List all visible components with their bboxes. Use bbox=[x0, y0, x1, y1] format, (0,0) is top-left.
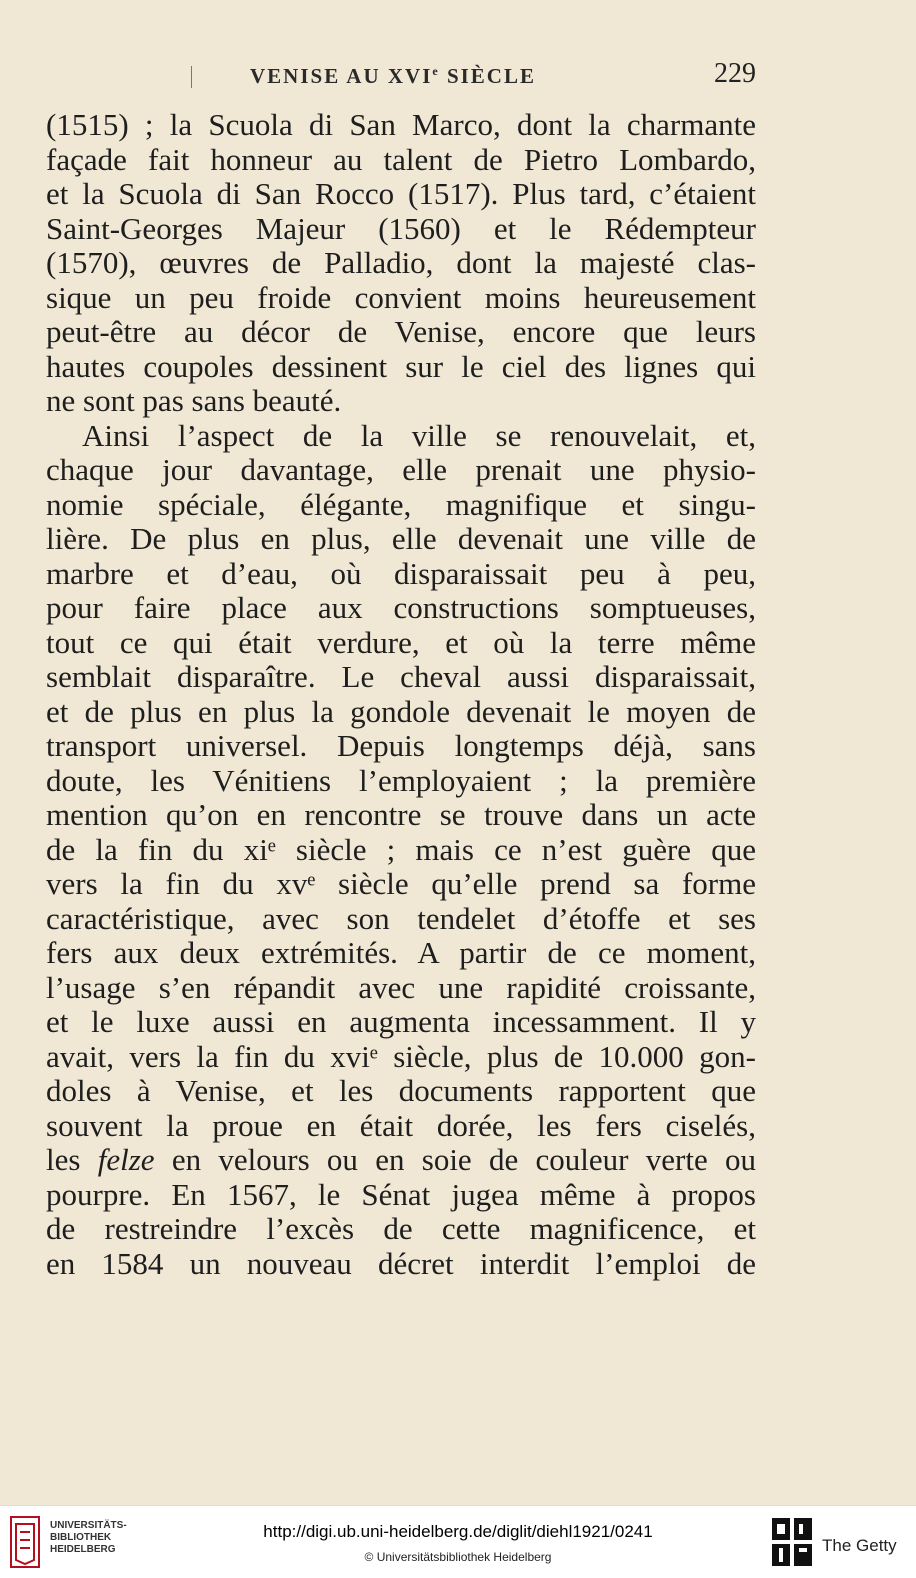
text-line: l’usage s’en répandit avec une rapidité croissante, bbox=[46, 969, 756, 1005]
text-line: et le luxe aussi en augmenta incessamment. Il y bbox=[46, 1004, 756, 1039]
text-line: avait, vers la fin du xviᵉ siècle, plus de 10.000 gon- bbox=[46, 1038, 756, 1074]
text-line: (1515) ; la Scuola di San Marco, dont la charmante bbox=[46, 107, 756, 142]
text-line: tout ce qui était verdure, et où la terre même bbox=[46, 624, 756, 660]
text-line: marbre et d’eau, où disparaissait peu à peu, bbox=[46, 555, 756, 591]
text-line: les felze en velours ou en soie de couleur verte ou bbox=[46, 1142, 757, 1177]
text-line: semblait disparaître. Le cheval aussi disparaissait, bbox=[46, 659, 756, 694]
page-header bbox=[0, 56, 916, 96]
text-line: Saint-Georges Majeur (1560) et le Rédempteur bbox=[46, 210, 756, 246]
text-line: caractéristique, avec son tendelet d’étoffe et ses bbox=[46, 900, 756, 936]
text-line: en 1584 un nouveau décret interdit l’emploi de bbox=[46, 1245, 756, 1281]
text-line: nomie spéciale, élégante, magnifique et singu- bbox=[46, 486, 756, 522]
text-line: sique un peu froide convient moins heureusement bbox=[46, 279, 756, 315]
text-line: fers aux deux extrémités. A partir de ce moment, bbox=[46, 935, 756, 970]
viewer-footer bbox=[0, 1505, 916, 1578]
running-head bbox=[250, 64, 536, 89]
partner-name: The Getty bbox=[822, 1536, 897, 1555]
text-line: hautes coupoles dessinent sur le ciel des lignes qui bbox=[46, 348, 756, 384]
text-line: de restreindre l’excès de cette magnificence, et bbox=[46, 1211, 756, 1246]
text-line: peut-être au décor de Venise, encore que leurs bbox=[46, 314, 756, 349]
text-line: transport universel. Depuis longtemps déjà, sans bbox=[46, 728, 756, 763]
running-head-superscript: e bbox=[432, 64, 440, 78]
text-line: souvent la proue en était dorée, les fers ciselés, bbox=[46, 1107, 756, 1143]
running-head-text-end: SIÈCLE bbox=[439, 64, 536, 88]
body-text bbox=[46, 108, 756, 1281]
text-line: chaque jour davantage, elle prenait une physio- bbox=[46, 452, 756, 487]
text-line: mention qu’on en rencontre se trouve dans un acte bbox=[46, 797, 756, 832]
running-head-text: VENISE AU XVI bbox=[250, 64, 433, 88]
text-line: pour faire place aux constructions somptueuses, bbox=[46, 590, 756, 625]
text-line: (1570), œuvres de Palladio, dont la majesté clas- bbox=[46, 245, 756, 280]
text-line: lière. De plus en plus, elle devenait une ville de bbox=[46, 521, 756, 556]
copyright-notice: © Universitätsbibliothek Heidelberg bbox=[364, 1550, 552, 1564]
document-url-link[interactable]: http://digi.ub.uni-heidelberg.de/diglit/diehl1921/0241 bbox=[263, 1522, 653, 1541]
header-divider bbox=[191, 66, 192, 88]
library-name-line: UNIVERSITÄTS- bbox=[50, 1520, 127, 1531]
page-number: 229 bbox=[714, 58, 756, 89]
text-line: ne sont pas sans beauté. bbox=[46, 383, 342, 418]
text-line: Ainsi l’aspect de la ville se renouvelait, et, bbox=[82, 417, 756, 453]
library-name-line: BIBLIOTHEK bbox=[50, 1532, 112, 1543]
text-line: et la Scuola di San Rocco (1517). Plus tard, c’étaient bbox=[46, 176, 756, 211]
library-name-line: HEIDELBERG bbox=[50, 1544, 116, 1555]
getty-logo-icon bbox=[770, 1516, 814, 1568]
text-line: et de plus en plus la gondole devenait le moyen de bbox=[46, 693, 756, 729]
text-line: de la fin du xiᵉ siècle ; mais ce n’est guère que bbox=[46, 831, 756, 867]
text-line: vers la fin du xvᵉ siècle qu’elle prend sa forme bbox=[46, 866, 756, 901]
text-line: doute, les Vénitiens l’employaient ; la première bbox=[46, 762, 756, 798]
text-line: doles à Venise, et les documents rapportent que bbox=[46, 1073, 756, 1108]
text-line: façade fait honneur au talent de Pietro Lombardo, bbox=[46, 141, 756, 177]
text-line: pourpre. En 1567, le Sénat jugea même à propos bbox=[46, 1176, 756, 1212]
